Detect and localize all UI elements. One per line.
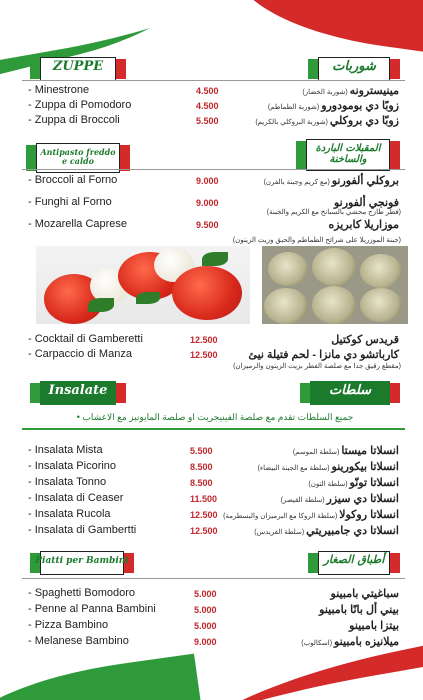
menu-item-price: 12.500: [190, 335, 218, 345]
insalate-title-ar: سلطات: [328, 383, 372, 398]
menu-item-ar-title: سباغيتي بامبينو: [330, 588, 399, 600]
insalate-header: [30, 381, 126, 403]
menu-item-ar-desc: (سلطة التون): [308, 481, 350, 488]
menu-item-price: 11.500: [190, 494, 218, 504]
menu-item-price: 5.000: [194, 589, 217, 599]
mushroom-photo: [262, 246, 408, 324]
bambini-header: [30, 551, 134, 573]
menu-item-ar-desc: (مع كريم وجبنة بالفرن): [263, 179, 332, 186]
menu-item-ar-title: انسلاتا روكولا: [339, 509, 399, 521]
menu-item-name: - Insalata Picorino: [28, 460, 117, 472]
menu-item-name-ar: [293, 444, 399, 457]
menu-item-name: - Melanese Bambino: [28, 635, 129, 647]
caprese-note: (جبنة الموزريلا على شرائح الطماطم والحبق وزيت الزيتون): [232, 237, 401, 244]
menu-item-ar-title: انسلاتا ميستا: [341, 445, 399, 457]
menu-item-name-ar: [254, 524, 399, 537]
divider: [22, 578, 405, 579]
divider: [22, 169, 405, 170]
menu-item-price: 8.500: [190, 462, 213, 472]
menu-item-name-ar: [331, 587, 399, 600]
menu-item-name: - Insalata Mista: [28, 444, 103, 456]
corner-flag-green-bottom: [0, 654, 204, 700]
menu-item-ar-desc: (اسكالوب): [301, 640, 334, 647]
menu-item-ar-title: انسلاتا بيكورينو: [331, 461, 399, 473]
antipasto-title: Antipasto freddo e caldo: [40, 147, 116, 166]
menu-item-name-ar: [255, 114, 399, 127]
menu-item-name: - Broccoli al Forno: [28, 174, 118, 186]
menu-item-name-ar: [264, 174, 399, 187]
menu-item-name-ar: [248, 348, 399, 361]
menu-item-name-ar: [223, 508, 399, 521]
corner-flag-red-top: [229, 0, 423, 55]
menu-item-ar-title: زوبًا دي بومودورو: [321, 100, 399, 112]
funghi-note: (فطر طازج محشي بالسبانخ مع الكريم والجبنة): [266, 209, 401, 216]
menu-item-ar-title: كارباتشو دي مانزا - لحم فتيلة نيئ: [248, 349, 399, 361]
menu-item-ar-title: قريدس كوكتيل: [331, 334, 399, 346]
menu-item-ar-title: مينيسترونه: [349, 85, 399, 97]
menu-item-ar-title: زوبّا دي بروكلي: [329, 115, 399, 127]
menu-item-name-ar: [331, 333, 399, 346]
menu-item-price: 5.500: [196, 116, 219, 126]
menu-item-name: - Zuppa di Broccoli: [28, 114, 120, 126]
menu-item-name-ar: [301, 635, 399, 648]
menu-item-price: 9.000: [196, 198, 219, 208]
menu-item-ar-desc: (سلطة القيصر): [280, 497, 327, 504]
menu-item-price: 4.500: [196, 101, 219, 111]
menu-item-name: - Zuppa di Pomodoro: [28, 99, 132, 111]
menu-item-name-ar: [349, 619, 399, 632]
menu-item-ar-desc: (سلطة الموسم): [292, 449, 342, 456]
menu-item-ar-title: بيني أل بانًا بامبينو: [319, 604, 399, 616]
menu-item-name-ar: [319, 603, 399, 616]
bambini-header-ar: [308, 551, 400, 573]
insalate-title: Insalate: [48, 383, 108, 398]
menu-item-name: - Insalata Tonno: [28, 476, 107, 488]
menu-item-ar-title: انسلاتا تونّو: [349, 477, 399, 489]
menu-item-name: - Insalata di Ceaser: [28, 492, 124, 504]
menu-item-price: 12.500: [190, 526, 218, 536]
zuppe-title: ZUPPE: [52, 59, 104, 74]
menu-item-price: 4.500: [196, 86, 219, 96]
insalate-note: جميع السلطات تقدم مع صلصة الفينيجريت او صلصة المايونيز مع الاعشاب •: [76, 412, 354, 422]
menu-item-ar-desc: (شوربة الخضار): [302, 89, 350, 96]
caprese-photo: [36, 246, 250, 324]
menu-item-price: 9.000: [196, 176, 219, 186]
menu-item-name-ar: [328, 218, 399, 231]
menu-item-price: 12.500: [190, 510, 218, 520]
menu-item-price: 9.500: [196, 220, 219, 230]
bambini-title-ar: أطباق الصغار: [323, 553, 385, 566]
antipasto-title-ar: المقبلات الباردة والساخنة: [315, 143, 381, 165]
carpaccio-note: (مقطع رقيق جدا مع صلصة الفطر بزيت الزيتون والرميزان): [233, 363, 401, 370]
menu-item-ar-desc: (سلطة الروكا مع البرميزان والبسطرمة): [223, 513, 340, 520]
menu-item-name-ar: [268, 99, 399, 112]
menu-item-name: - Carpaccio di Manza: [28, 348, 132, 360]
menu-item-name: - Pizza Bambino: [28, 619, 109, 631]
menu-item-name: - Penne al Panna Bambini: [28, 603, 156, 615]
menu-item-ar-title: ميلانيزه بامبينو: [334, 636, 399, 648]
menu-item-price: 9.000: [194, 637, 217, 647]
menu-item-price: 12.500: [190, 350, 218, 360]
antipasto-header: [26, 143, 130, 171]
menu-item-name: - Spaghetti Bomodoro: [28, 587, 136, 599]
menu-item-price: 8.500: [190, 478, 213, 488]
menu-item-ar-title: موزاريلا كابريزه: [328, 219, 399, 231]
menu-item-name-ar: [281, 492, 399, 505]
insalate-header-ar: [300, 381, 400, 403]
menu-item-name: - Minestrone: [28, 84, 90, 96]
menu-item-ar-title: بيتزا بامبينو: [349, 620, 399, 632]
bambini-title: Piatti per Bambini: [35, 556, 129, 566]
menu-item-price: 5.000: [194, 605, 217, 615]
menu-item-name: - Insalata di Gambertti: [28, 524, 137, 536]
menu-item-ar-desc: (سلطة مع الجبنة البيضاء): [257, 465, 332, 472]
menu-item-price: 5.500: [190, 446, 213, 456]
menu-item-ar-desc: (سلطة القريدس): [254, 529, 307, 536]
antipasto-header-ar: [296, 139, 400, 169]
divider: [22, 428, 405, 430]
menu-item-ar-desc: (شوربة الطماطم): [267, 104, 322, 111]
menu-item-ar-title: فونجي ألفورنو: [333, 197, 399, 209]
divider: [22, 80, 405, 81]
menu-item-name-ar: [308, 476, 399, 489]
menu-item-name-ar: [302, 84, 399, 97]
zuppe-header: [30, 57, 126, 79]
menu-item-name: - Mozarella Caprese: [28, 218, 128, 230]
menu-item-name-ar: [258, 460, 399, 473]
zuppe-title-ar: شوربات: [332, 59, 376, 74]
menu-item-price: 5.000: [194, 621, 217, 631]
menu-item-name: - Cocktail di Gamberetti: [28, 333, 143, 345]
menu-item-ar-title: بروكلي ألفورنو: [331, 175, 399, 187]
menu-item-ar-title: انسلاتا دي سيزر: [326, 493, 399, 505]
menu-item-ar-desc: (شوربة البروكلي بالكريم): [255, 119, 330, 126]
zuppe-header-ar: [308, 57, 400, 79]
menu-item-ar-title: انسلاتا دي جامبيريتي: [306, 525, 399, 537]
menu-item-name: - Funghi al Forno: [28, 196, 112, 208]
menu-item-name: - Insalata Rucola: [28, 508, 111, 520]
